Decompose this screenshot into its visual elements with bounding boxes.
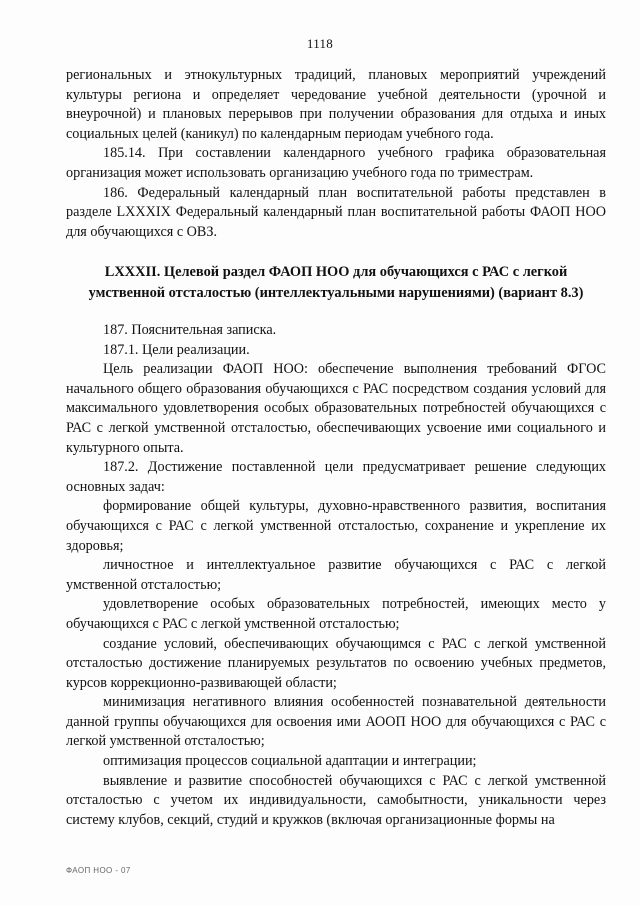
list-item: удовлетворение особых образовательных потребностей, имеющих место у обучающихся с РАС с легкой умственной отсталостью; [66, 596, 606, 632]
list-item: создание условий, обеспечивающих обучающимся с РАС с легкой умственной отсталостью достижение планируемых результатов по освоению учебных предметов, курсов коррекционно-развивающей области; [66, 635, 606, 691]
paragraph: региональных и этнокультурных традиций, плановых мероприятий учреждений культуры региона и определяет чередование учебной деятельности (урочной и внеурочной) и плановых перерывов при получении образования для отдыха и иных социальных целей (каникул) по календарным периодам учебного года. [66, 67, 606, 142]
main-text-block [66, 321, 606, 830]
list-item: выявление и развитие способностей обучающихся с РАС с легкой умственной отсталостью с учетом их индивидуальности, самобытности, уникальности через систему клубов, секций, студий и кружков (включая организационные формы на [66, 772, 606, 828]
footer-document-code: ФАОП НОО - 07 [66, 866, 131, 875]
paragraph: 185.14. При составлении календарного учебного графика образовательная организация может использовать организацию учебного года по триместрам. [66, 145, 606, 181]
list-item: оптимизация процессов социальной адаптации и интеграции; [103, 753, 477, 770]
paragraph: 187.1. Цели реализации. [103, 341, 250, 358]
list-item: минимизация негативного влияния особенностей познавательной деятельности данной группы обучающихся для освоения ими АООП НОО для обучающихся с РАС с легкой умственной отсталостью; [66, 694, 606, 750]
paragraph: 186. Федеральный календарный план воспитательной работы представлен в разделе LXXXIX Федеральный календарный план воспитательной работы ФАОП НОО для обучающихся с ОВЗ. [66, 184, 606, 240]
intro-text-block [66, 66, 606, 242]
list-item: формирование общей культуры, духовно-нравственного развития, воспитания обучающихся с РАС с легкой умственной отсталостью, сохранение и укрепление их здоровья; [66, 498, 606, 554]
section-title: LXXXII. Целевой раздел ФАОП НОО для обучающихся с РАС с легкой умственной отсталостью (интеллектуальными нарушениями) (вариант 8.3) [88, 264, 584, 301]
page-number: 1118 [306, 36, 334, 51]
list-item: личностное и интеллектуальное развитие обучающихся с РАС с легкой умственной отсталостью; [66, 557, 606, 593]
paragraph: 187.2. Достижение поставленной цели предусматривает решение следующих основных задач: [66, 459, 606, 495]
paragraph: 187. Пояснительная записка. [103, 322, 277, 338]
paragraph: Цель реализации ФАОП НОО: обеспечение выполнения требований ФГОС начального общего образования обучающихся с РАС посредством создания условий для максимального удовлетворения особых образовательных потребностей обучающихся с РАС с легкой умственной отсталостью, обеспечивающих усвоение ими социального и культурного опыта. [66, 361, 606, 456]
